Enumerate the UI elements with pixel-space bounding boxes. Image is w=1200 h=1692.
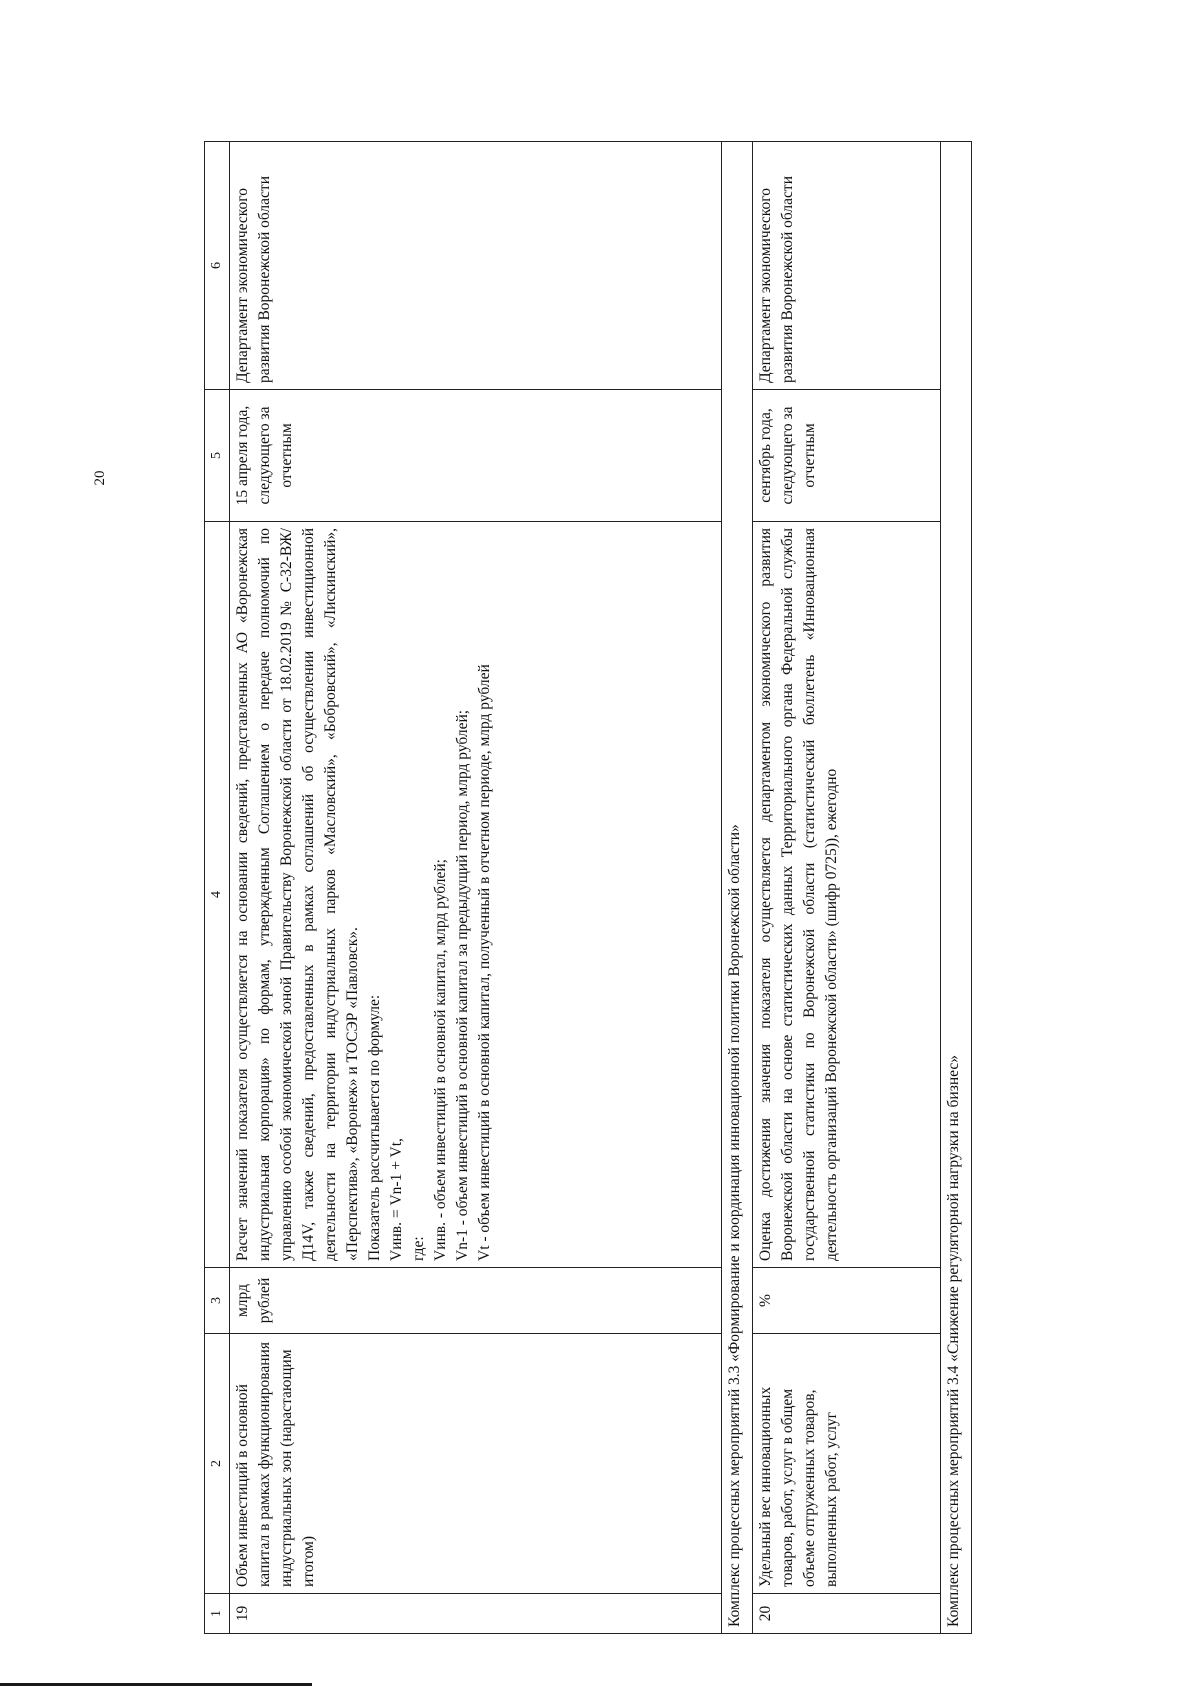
- page-number: 20: [92, 470, 108, 486]
- unit-of-measure: %: [753, 1268, 941, 1334]
- indicator-name: Удельный вес инновационных товаров, работ, услуг в общем объеме отгруженных товаров, выполненных работ, услуг: [753, 1334, 941, 1594]
- row-number: 19: [230, 1594, 722, 1634]
- section-title: Комплекс процессных мероприятий 3.4 «Снижение регуляторной нагрузки на бизнес»: [941, 142, 972, 1634]
- method-paragraph: Vn-1 - объем инвестиций в основной капитал за предыдущий период, млрд рублей;: [454, 709, 471, 1261]
- header-cell-2: 2: [205, 1334, 230, 1594]
- indicator-name: Объем инвестиций в основной капитал в рамках функционирования индустриальных зон (нарастающим итогом): [230, 1334, 722, 1594]
- method-paragraph: Vинв. - объем инвестиций в основной капитал, млрд рублей;: [432, 859, 449, 1261]
- header-cell-1: 1: [205, 1594, 230, 1634]
- report-deadline: 15 апреля года, следующего за отчетным: [230, 390, 722, 522]
- report-deadline: сентябрь года, следующего за отчетным: [753, 390, 941, 522]
- header-cell-5: 5: [205, 390, 230, 522]
- calculation-method: [230, 522, 722, 1268]
- method-paragraph: Показатель рассчитывается по формуле:: [366, 994, 383, 1261]
- method-paragraph: где:: [410, 1236, 427, 1261]
- section-title: Комплекс процессных мероприятий 3.3 «Формирование и координация инновационной политики Воронежской области»: [722, 142, 753, 1634]
- scan-edge-line: [0, 1683, 312, 1686]
- method-paragraph: Расчет значений показателя осуществляется на основании сведений, представленных АО «Воронежская индустриальная корпорация» по формам, утвержденным Соглашением о передаче полномочий по управлению особой экономической зоной Правительству Воронежской области от 18.02.2019 № С-32-ВЖ/Д14V, также сведений, предоставленных в рамках соглашений об осуществлении инвестиционной деятельности на территории индустриальных парков «Масловский», «Бобровский», «Лискинский», «Перспектива», «Воронеж» и ТОСЭР «Павловск».: [234, 528, 361, 1261]
- header-cell-3: 3: [205, 1268, 230, 1334]
- header-cell-6: 6: [205, 142, 230, 390]
- rotated-page-content: [204, 142, 994, 1634]
- header-cell-4: 4: [205, 522, 230, 1268]
- responsible-body: Департамент экономического развития Воронежской области: [753, 142, 941, 390]
- indicators-table: [204, 141, 972, 1634]
- responsible-body: Департамент экономического развития Воронежской области: [230, 142, 722, 390]
- method-paragraph: Оценка достижения значения показателя осуществляется департаментом экономического развития Воронежской области на основе статистических данных Территориального органа Федеральной службы государственной статистики по Воронежской области (статистический бюллетень «Инновационная деятельность организаций Воронежской области» (шифр 0725)), ежегодно: [757, 528, 840, 1261]
- unit-of-measure: млрд рублей: [230, 1268, 722, 1334]
- row-number: 20: [753, 1594, 941, 1634]
- calculation-method: [753, 522, 941, 1268]
- method-paragraph: Vt - объем инвестиций в основной капитал, полученный в отчетном периоде, млрд рублей: [476, 664, 493, 1261]
- section-row: [722, 142, 753, 1634]
- table-row-20: [753, 142, 941, 1634]
- method-formula: Vинв. = Vn-1 + Vt,: [388, 1138, 405, 1261]
- table-header-row: [205, 142, 230, 1634]
- section-row: [941, 142, 972, 1634]
- table-row-19: [230, 142, 722, 1634]
